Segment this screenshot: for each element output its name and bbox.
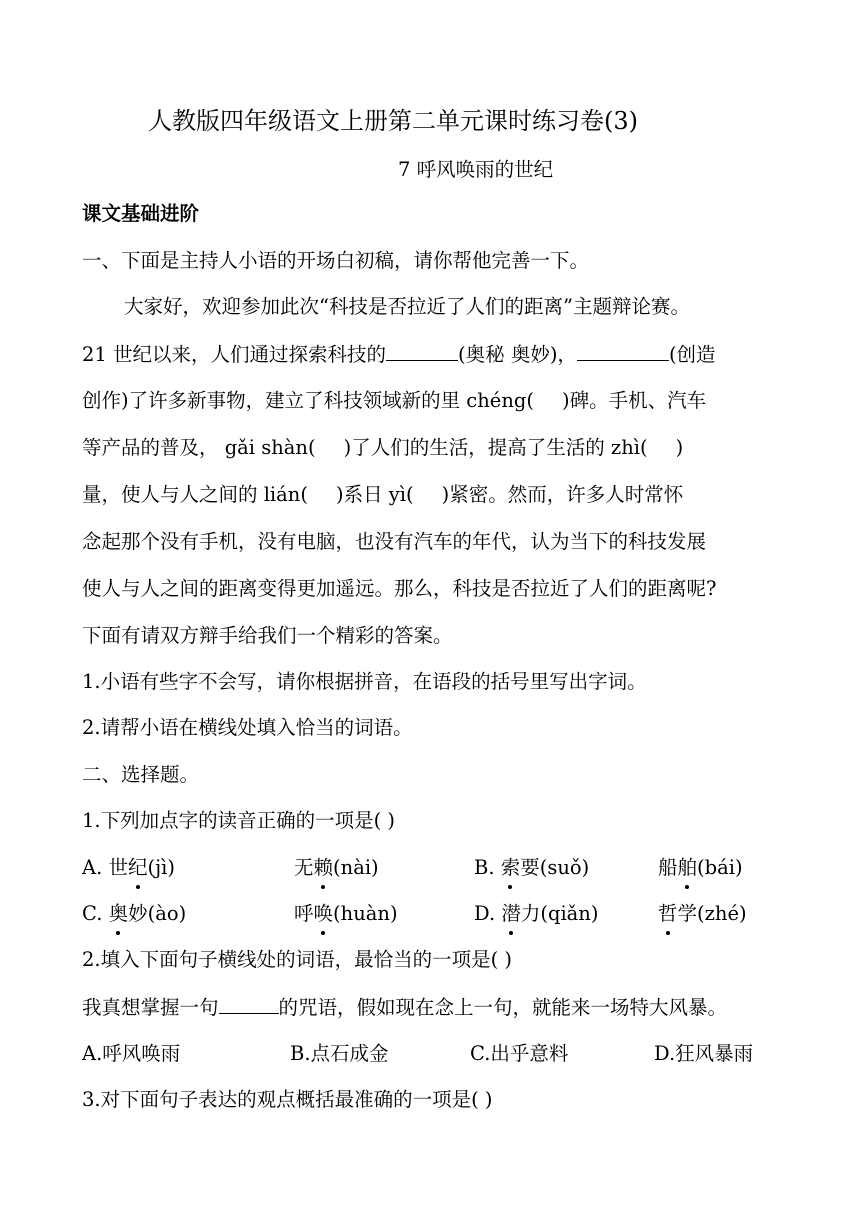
option-b-word-2: 船舶(bái) bbox=[658, 854, 743, 882]
paragraph-line-4 bbox=[82, 434, 683, 462]
option-a-word-2: 无赖(nài) bbox=[294, 854, 379, 882]
paragraph-text: 大家好，欢迎参加此次“科技是否拉近了人们的距离”主题辩论赛。 bbox=[124, 295, 690, 318]
dotted-char: 纪 bbox=[128, 854, 148, 882]
paragraph-line-3 bbox=[82, 387, 706, 415]
paragraph-line-7: 使人与人之间的距离变得更加遥远。那么，科技是否拉近了人们的距离呢? bbox=[82, 577, 717, 600]
paragraph-line-2 bbox=[82, 340, 716, 369]
q2-option-b[interactable]: B.点石成金 bbox=[290, 1042, 389, 1065]
part1-question-1: 1.小语有些字不会写，请你根据拼音，在语段的括号里写出字词。 bbox=[82, 670, 647, 693]
paragraph-text: )了人们的生活，提高了生活的 zhì( bbox=[343, 436, 648, 459]
option-d-word-2: 哲学(zhé) bbox=[658, 900, 747, 928]
paragraph-text: )紧密。然而，许多人时常怀 bbox=[441, 483, 684, 506]
paragraph-line-8: 下面有请双方辩手给我们一个精彩的答案。 bbox=[82, 624, 453, 647]
paragraph-text: 等产品的普及， gǎi shàn( bbox=[82, 436, 316, 459]
dotted-char: 潜 bbox=[501, 900, 521, 928]
dotted-char: 索 bbox=[501, 854, 521, 882]
q2-option-c[interactable]: C.出乎意料 bbox=[470, 1042, 569, 1065]
paragraph-text: 创作)了许多新事物，建立了科技领域新的里 chéng( bbox=[82, 389, 534, 412]
page-title: 人教版四年级语文上册第二单元课时练习卷(3) bbox=[148, 107, 638, 135]
part2-question-1: 1.下列加点字的读音正确的一项是( ) bbox=[82, 809, 396, 832]
dotted-char: 奥 bbox=[109, 900, 129, 928]
dotted-char: 赖 bbox=[314, 854, 334, 882]
fill-blank-1[interactable] bbox=[386, 340, 458, 361]
paragraph-line-1 bbox=[124, 293, 690, 321]
q2-option-d[interactable]: D.狂风暴雨 bbox=[654, 1042, 754, 1065]
paragraph-text: (创造 bbox=[668, 343, 716, 366]
part2-question-2: 2.填入下面句子横线处的词语，最恰当的一项是( ) bbox=[82, 948, 513, 971]
fill-blank-3[interactable] bbox=[219, 993, 279, 1014]
fill-blank-2[interactable] bbox=[577, 340, 669, 361]
section-heading: 课文基础进阶 bbox=[82, 202, 200, 225]
part2-question-3: 3.对下面句子表达的观点概括最准确的一项是( ) bbox=[82, 1088, 493, 1111]
dotted-char: 舶 bbox=[678, 854, 698, 882]
paragraph-text: (奥秘 奥妙)， bbox=[458, 343, 577, 366]
q2-sentence: 我真想掌握一句 的咒语，假如现在念上一句，就能来一场特大风暴。 bbox=[82, 993, 727, 1022]
option-c-word-2: 呼唤(huàn) bbox=[294, 900, 398, 928]
part1-heading: 一、下面是主持人小语的开场白初稿，请你帮他完善一下。 bbox=[82, 249, 590, 272]
part2-heading: 二、选择题。 bbox=[82, 763, 200, 786]
paragraph-line-5 bbox=[82, 481, 683, 509]
dotted-char: 哲 bbox=[658, 900, 678, 928]
option-a[interactable]: A. 世纪(jì) bbox=[82, 854, 175, 882]
q2-option-a[interactable]: A.呼风唤雨 bbox=[82, 1042, 181, 1065]
paragraph-text: )碑。手机、汽车 bbox=[561, 389, 707, 412]
paragraph-text: 量，使人与人之间的 lián( bbox=[82, 483, 308, 506]
paragraph-text: )系日 yì( bbox=[335, 483, 414, 506]
paragraph-line-6: 念起那个没有手机，没有电脑，也没有汽车的年代，认为当下的科技发展 bbox=[82, 530, 707, 553]
paragraph-text: 21 世纪以来，人们通过探索科技的 bbox=[82, 343, 387, 366]
paragraph-text: ) bbox=[675, 436, 684, 459]
part1-question-2: 2.请帮小语在横线处填入恰当的词语。 bbox=[82, 716, 413, 739]
option-d[interactable]: D. 潜力(qiǎn) bbox=[474, 900, 598, 928]
option-b[interactable]: B. 索要(suǒ) bbox=[474, 854, 589, 882]
dotted-char: 唤 bbox=[314, 900, 334, 928]
option-c[interactable]: C. 奥妙(ào) bbox=[82, 900, 186, 928]
lesson-subtitle: 7 呼风唤雨的世纪 bbox=[398, 158, 554, 181]
